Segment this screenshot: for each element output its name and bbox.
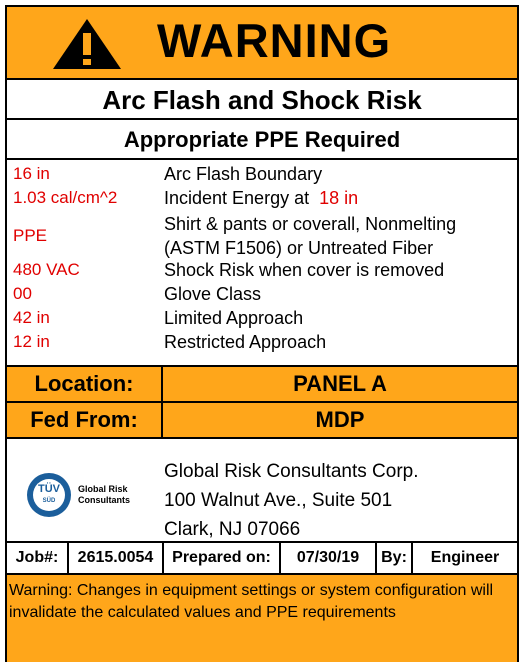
ppe-line-1: Shirt & pants or coverall, Nonmelting [164, 214, 457, 234]
fed-from-row [7, 403, 517, 439]
fed-from-label-cell [7, 403, 163, 437]
glove-class-value: 00 [13, 284, 32, 303]
company-address-1: 100 Walnut Ave., Suite 501 [164, 490, 393, 511]
warning-triangle-icon [51, 17, 123, 71]
prepared-on-label: Prepared on: [164, 543, 281, 573]
location-value-cell [163, 367, 517, 401]
tuv-logo-subtext: SÜD [42, 498, 56, 504]
footer-warning-text: Warning: Changes in equipment settings or system configuration will invalidate the calculated values and PPE requirements [9, 582, 494, 621]
location-label-cell [7, 367, 163, 401]
restricted-approach-value: 12 in [13, 332, 50, 351]
incident-energy-label [164, 186, 358, 210]
incident-energy-text: Incident Energy at [164, 188, 310, 208]
footer-warning [7, 575, 517, 662]
ppe-value: PPE [13, 226, 48, 245]
job-number: 2615.0054 [69, 543, 164, 573]
location-value: PANEL A [293, 371, 387, 396]
arc-flash-boundary-value: 16 in [13, 164, 50, 183]
by-value: Engineer [430, 549, 500, 566]
by-label: By: [377, 543, 413, 573]
shock-risk-label: Shock Risk when cover is removed [164, 260, 445, 280]
fed-from-value-cell [163, 403, 517, 437]
restricted-approach-label: Restricted Approach [164, 332, 327, 352]
company-address-2: Clark, NJ 07066 [164, 519, 301, 540]
company-name: Global Risk Consultants Corp. [164, 461, 419, 482]
warning-title: WARNING [157, 14, 392, 67]
limited-approach-value: 42 in [13, 308, 50, 327]
location-row [7, 367, 517, 403]
job-info-row [7, 543, 517, 575]
prepared-on-date: 07/30/19 [281, 543, 377, 573]
warning-header [7, 7, 517, 80]
company-logo-text [78, 484, 130, 506]
hazard-data-section [7, 160, 517, 367]
logo-text-line-1: Global Risk [78, 484, 128, 494]
incident-energy-distance: 18 in [319, 188, 359, 208]
job-label: Job#: [7, 543, 69, 573]
hazard-title: Arc Flash and Shock Risk [7, 80, 517, 120]
tuv-logo-text: TÜV [38, 483, 60, 495]
tuv-logo-icon [27, 473, 71, 517]
ppe-line-2: (ASTM F1506) or Untreated Fiber [164, 238, 434, 258]
ppe-required-title: Appropriate PPE Required [7, 120, 517, 160]
tuv-logo-inner [33, 479, 65, 511]
location-label: Location: [34, 371, 134, 396]
arc-flash-label [5, 5, 519, 662]
logo-text-line-2: Consultants [78, 495, 131, 505]
limited-approach-label: Limited Approach [164, 308, 304, 328]
incident-energy-value: 1.03 cal/cm^2 [13, 188, 118, 207]
fed-from-label: Fed From: [30, 407, 138, 432]
company-section [7, 439, 517, 543]
shock-risk-value: 480 VAC [13, 260, 80, 279]
arc-flash-boundary-label: Arc Flash Boundary [164, 164, 323, 184]
glove-class-label: Glove Class [164, 284, 262, 304]
fed-from-value: MDP [315, 407, 365, 432]
